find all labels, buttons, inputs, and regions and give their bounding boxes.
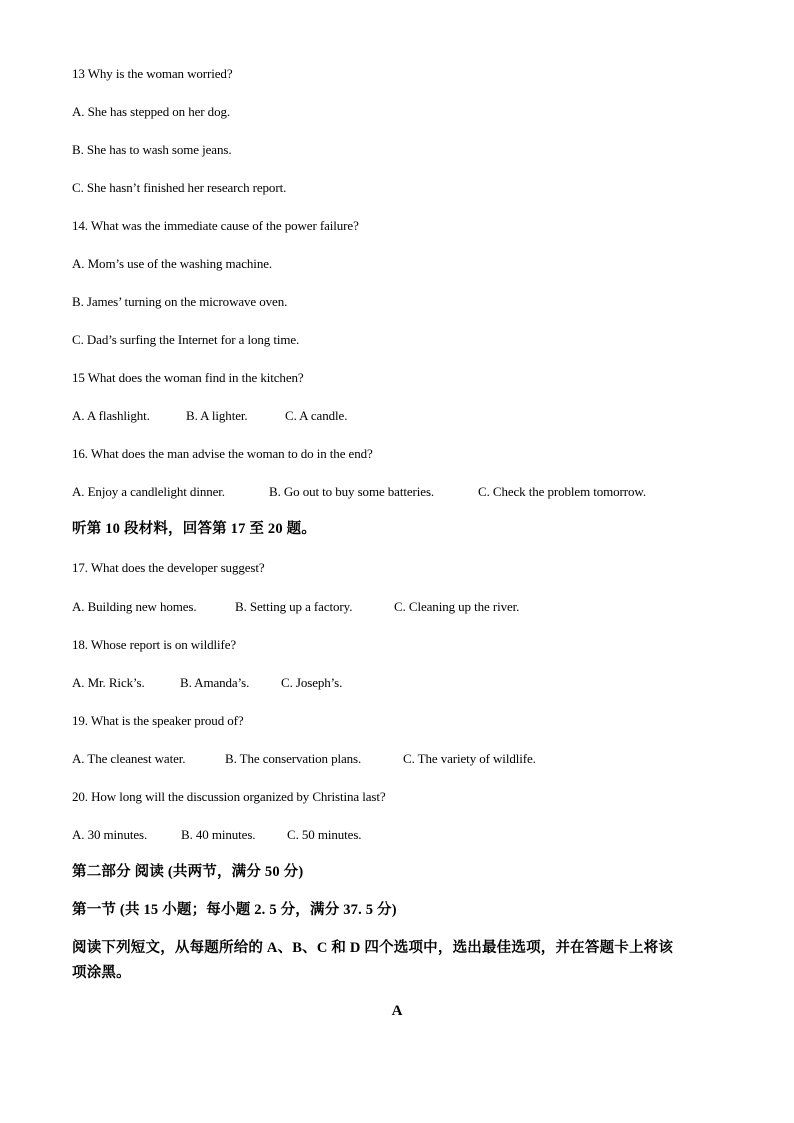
question-14-option-a: A. Mom’s use of the washing machine. (72, 256, 273, 271)
question-19-stem: 19. What is the speaker proud of? (72, 713, 244, 728)
question-20-stem: 20. How long will the discussion organized by Christina last? (72, 789, 386, 804)
instructions-line-2: 项涂黑。 (72, 965, 131, 981)
question-18-option-b: B. Amanda’s. (180, 675, 250, 690)
passage-label: A (391, 1003, 403, 1019)
question-13-option-c: C. She hasn’t finished her research report. (72, 180, 287, 195)
question-17-option-c: C. Cleaning up the river. (394, 599, 520, 614)
instructions-line-1: 阅读下列短文，从每题所给的 A、B、C 和 D 四个选项中，选出最佳选项，并在答题卡上将该 (72, 940, 674, 956)
question-17-options (72, 599, 519, 615)
question-14-option-c: C. Dad’s surfing the Internet for a long time. (72, 332, 300, 347)
question-15-option-c: C. A candle. (285, 408, 348, 423)
question-16-option-a: A. Enjoy a candlelight dinner. (72, 484, 225, 499)
section-1-heading: 第一节 (共 15 小题；每小题 2. 5 分，满分 37. 5 分) (72, 902, 397, 918)
part-2-heading: 第二部分 阅读 (共两节，满分 50 分) (72, 864, 304, 880)
question-17-stem: 17. What does the developer suggest? (72, 560, 265, 575)
section-10-heading: 听第 10 段材料，回答第 17 至 20 题。 (72, 521, 317, 537)
question-15-stem: 15 What does the woman find in the kitchen? (72, 370, 304, 385)
question-13-option-b: B. She has to wash some jeans. (72, 142, 232, 157)
question-18-stem: 18. Whose report is on wildlife? (72, 637, 237, 652)
question-17-option-a: A. Building new homes. (72, 599, 197, 614)
question-14-stem: 14. What was the immediate cause of the power failure? (72, 218, 359, 233)
question-16-options (72, 484, 646, 500)
question-16-option-b: B. Go out to buy some batteries. (269, 484, 435, 499)
question-20-option-a: A. 30 minutes. (72, 827, 148, 842)
question-17-option-b: B. Setting up a factory. (235, 599, 353, 614)
question-19-option-a: A. The cleanest water. (72, 751, 186, 766)
question-15-option-a: A. A flashlight. (72, 408, 150, 423)
question-16-option-c: C. Check the problem tomorrow. (478, 484, 647, 499)
question-14-option-b: B. James’ turning on the microwave oven. (72, 294, 288, 309)
question-15-options (72, 408, 347, 424)
question-20-option-b: B. 40 minutes. (181, 827, 256, 842)
question-18-option-c: C. Joseph’s. (281, 675, 343, 690)
question-18-options (72, 675, 342, 691)
question-19-option-b: B. The conservation plans. (225, 751, 362, 766)
question-20-option-c: C. 50 minutes. (287, 827, 362, 842)
question-13-option-a: A. She has stepped on her dog. (72, 104, 231, 119)
question-20-options (72, 827, 361, 843)
question-19-options (72, 751, 536, 767)
question-16-stem: 16. What does the man advise the woman to do in the end? (72, 446, 373, 461)
question-19-option-c: C. The variety of wildlife. (403, 751, 536, 766)
question-13-stem: 13 Why is the woman worried? (72, 66, 233, 81)
question-18-option-a: A. Mr. Rick’s. (72, 675, 145, 690)
question-15-option-b: B. A lighter. (186, 408, 248, 423)
